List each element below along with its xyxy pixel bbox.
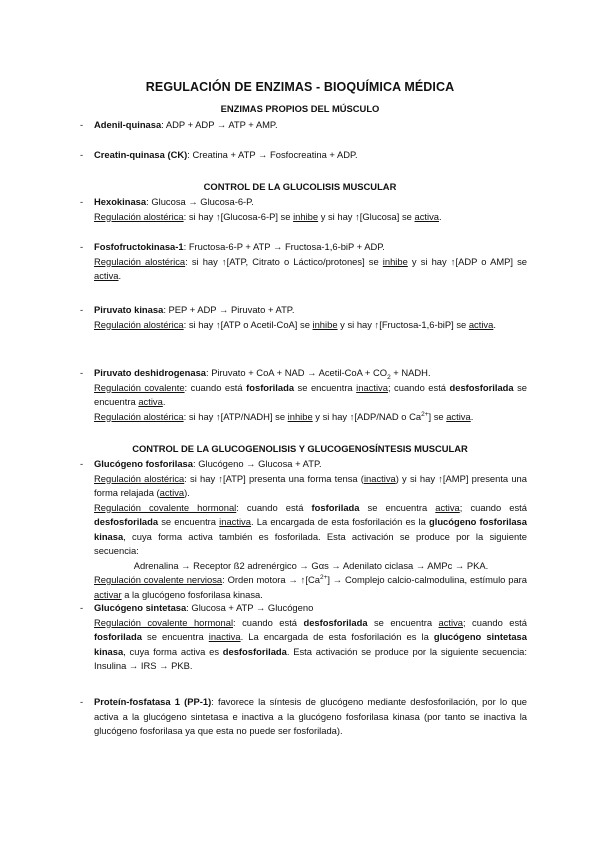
regulation-allosteric: [94, 410, 527, 425]
reaction-text: : Piruvato + CoA + NAD → Acetil-CoA + CO: [206, 367, 388, 378]
inactiva-word: inactiva: [356, 381, 388, 393]
text-span: se encuentra: [141, 631, 209, 642]
bullet-dash: -: [80, 241, 84, 252]
list-item-creatin-quinasa: [80, 148, 527, 163]
text-span: .: [493, 318, 496, 330]
text-span: ) y si hay ↑[AMP] presenta una forma relajada (: [94, 472, 527, 498]
text-span: .: [439, 210, 442, 222]
text-span: se encuentra: [359, 501, 436, 513]
list-item-hexokinasa: [80, 195, 527, 224]
list-item-protein-fosfatasa-1: [80, 695, 527, 739]
list-item-glucogeno-fosforilasa: [80, 457, 527, 602]
regulation-allosteric: [94, 210, 527, 225]
text-span: : cuando está: [184, 381, 247, 393]
bullet-dash: -: [80, 119, 84, 130]
desfosforilada-word: desfosforilada: [94, 516, 159, 527]
text-span: . La encargada de esta fosforilación es la: [250, 516, 429, 527]
regulation-label: Regulación covalente: [94, 381, 185, 393]
list-item-piruvato-deshidrogenasa: [80, 366, 527, 424]
inactiva-word: inactiva: [363, 472, 396, 484]
text-span: y si hay ↑[Fructosa-1,6-biP] se: [337, 318, 469, 330]
activa-word: activa: [94, 270, 119, 281]
activa-word: activa: [138, 396, 163, 407]
text-span: y si hay ↑[ADP/NAD o Ca: [312, 410, 422, 422]
activa-word: activa: [414, 210, 439, 222]
text-span: ] → Complejo calcio-calmodulina, estímulo para: [327, 574, 527, 585]
list-item-fosfofructokinasa: [80, 240, 527, 284]
activar-word: activar: [94, 588, 122, 600]
activa-word: activa: [438, 616, 463, 628]
text-span: . Esta activación se produce por la siguiente secuencia: Insulina → IRS → PKB.: [94, 645, 527, 671]
desfosforilada-word: desfosforilada: [222, 645, 287, 657]
enzyme-name: Piruvato kinasa: [94, 304, 164, 315]
text-span: .: [162, 396, 166, 407]
reaction-text: : Glucosa + ATP → Glucógeno: [186, 602, 314, 613]
regulation-label: Regulación covalente hormonal: [94, 616, 234, 628]
reaction-text: : Fructosa-6-P + ATP → Fructosa-1,6-biP + ADP.: [183, 241, 385, 252]
superscript: 2+: [319, 573, 328, 581]
text-span: , cuya forma activa también es fosforilada. Esta activación se produce por la siguiente secuencia:: [94, 530, 527, 556]
bullet-dash: -: [80, 696, 84, 707]
text-span: : si hay ↑[ATP/NADH] se: [183, 410, 288, 422]
inhibe-word: inhibe: [293, 210, 319, 222]
bullet-dash: -: [80, 196, 84, 207]
inhibe-word: inhibe: [312, 318, 338, 330]
regulation-covalent-nerviosa: [94, 573, 527, 602]
regulation-covalent-hormonal: [94, 501, 527, 559]
text-span: : Orden motora → ↑[Ca: [222, 574, 320, 585]
section-heading-musculo: ENZIMAS PROPIOS DEL MÚSCULO: [220, 103, 380, 114]
page-title: REGULACIÓN DE ENZIMAS - BIOQUÍMICA MÉDICA: [145, 80, 455, 94]
kinase-name: glucógeno sintetasa kinasa: [94, 631, 527, 657]
section-heading-glucogeno: CONTROL DE LA GLUCOGENOLISIS Y GLUCOGENOSÍNTESIS MUSCULAR: [132, 443, 468, 454]
enzyme-name: Adenil-quinasa: [94, 119, 162, 130]
enzyme-name: Creatin-quinasa (CK): [94, 149, 188, 160]
enzyme-name: Fosfofructokinasa-1: [94, 241, 184, 252]
regulation-allosteric: [94, 255, 527, 284]
inactiva-word: inactiva: [219, 516, 251, 527]
text-span: y si hay ↑[Glucosa] se: [318, 210, 415, 222]
reaction-text: : Creatina + ATP → Fosfocreatina + ADP.: [187, 149, 358, 160]
text-span: : cuando está: [236, 501, 312, 513]
reaction-text: : Glucógeno → Glucosa + ATP.: [192, 458, 322, 469]
enzyme-name: Hexokinasa: [94, 196, 147, 207]
text-span: se encuentra: [367, 616, 439, 628]
fosforilada-word: fosforilada: [246, 381, 295, 393]
list-item-piruvato-kinasa: [80, 303, 527, 332]
regulation-label: Regulación covalente nerviosa: [94, 574, 223, 585]
text-span: .: [118, 270, 122, 281]
text-span: se encuentra: [294, 381, 357, 393]
fosforilada-word: fosforilada: [311, 501, 360, 513]
text-span: : si hay ↑[ATP] presenta una forma tensa (: [184, 472, 364, 484]
text-span: ; cuando está: [387, 381, 447, 393]
text-span: ; cuando está: [459, 501, 527, 513]
regulation-label: Regulación covalente hormonal: [94, 501, 237, 513]
text-span: : si hay ↑[ATP, Citrato o Láctico/protones] se: [185, 255, 383, 267]
enzyme-name: Glucógeno sintetasa: [94, 602, 187, 613]
text-span: : si hay ↑[ATP o Acetil-CoA] se: [183, 318, 313, 330]
regulation-allosteric: [94, 318, 527, 333]
activa-word: activa: [159, 487, 185, 498]
text-span: ).: [184, 487, 190, 498]
reaction-text: + NADH.: [390, 367, 431, 378]
list-item-adenil-quinasa: [80, 118, 527, 133]
regulation-label: Regulación alostérica: [94, 255, 186, 267]
text-span: ; cuando está: [463, 616, 527, 628]
regulation-label: Regulación alostérica: [94, 318, 184, 330]
desfosforilada-word: desfosforilada: [303, 616, 368, 628]
text-span: : cuando está: [233, 616, 304, 628]
superscript: 2+: [421, 410, 429, 418]
regulation-allosteric: [94, 472, 527, 501]
subscript: 2: [387, 373, 391, 381]
bullet-dash: -: [80, 367, 84, 378]
enzyme-name: Piruvato deshidrogenasa: [94, 367, 207, 378]
inhibe-word: inhibe: [287, 410, 313, 422]
regulation-covalent-hormonal: [94, 616, 527, 674]
desfosforilada-word: desfosforilada: [449, 381, 514, 393]
regulation-covalent: [94, 381, 527, 410]
activa-word: activa: [468, 318, 494, 330]
text-span: ] se: [428, 410, 447, 422]
regulation-label: Regulación alostérica: [94, 210, 184, 222]
inhibe-word: inhibe: [382, 255, 408, 267]
text-span: : si hay ↑[Glucosa-6-P] se: [183, 210, 294, 222]
bullet-dash: -: [80, 458, 84, 469]
enzyme-name: Proteín-fosfatasa 1 (PP-1): [94, 696, 212, 707]
regulation-label: Regulación alostérica: [94, 410, 184, 422]
text-span: . La encargada de esta fosforilación es la: [240, 631, 434, 642]
reaction-text: : ADP + ADP → ATP + AMP.: [161, 119, 278, 130]
enzyme-name: Glucógeno fosforilasa: [94, 458, 193, 469]
inactiva-word: inactiva: [208, 631, 241, 642]
activation-sequence: Adrenalina → Receptor ß2 adrenérgico → Gαs → Adenilato ciclasa → AMPc → PKA.: [133, 559, 489, 571]
regulation-label: Regulación alostérica: [94, 472, 185, 484]
activa-word: activa: [446, 410, 471, 422]
text-span: .: [470, 410, 474, 422]
bullet-dash: -: [80, 602, 84, 613]
text-span: y si hay ↑[ADP o AMP] se: [407, 255, 527, 267]
text-span: se encuentra: [158, 516, 220, 527]
text-span: , cuya forma activa es: [123, 645, 223, 657]
list-item-glucogeno-sintetasa: [80, 601, 527, 674]
bullet-dash: -: [80, 149, 84, 160]
text-span: a la glucógeno fosforilasa kinasa.: [121, 588, 263, 600]
text-span: se encuentra: [94, 381, 528, 407]
description-text: : favorece la síntesis de glucógeno mediante desfosforilación, por lo que activa a la glucógeno sintetasa e inactiva a la glucógeno fosforilasa kinasa (por tanto se inactiva la glucógeno fosforilasa ya que esta no puede ser fosforilada).: [94, 696, 528, 736]
reaction-text: : Glucosa → Glucosa-6-P.: [146, 196, 254, 207]
bullet-dash: -: [80, 304, 84, 315]
section-heading-glucolisis: CONTROL DE LA GLUCOLISIS MUSCULAR: [203, 181, 397, 192]
activa-word: activa: [435, 501, 460, 513]
fosforilada-word: fosforilada: [94, 631, 142, 642]
reaction-text: : PEP + ADP → Piruvato + ATP.: [163, 304, 295, 315]
kinase-name: glucógeno fosforilasa kinasa: [94, 516, 527, 542]
